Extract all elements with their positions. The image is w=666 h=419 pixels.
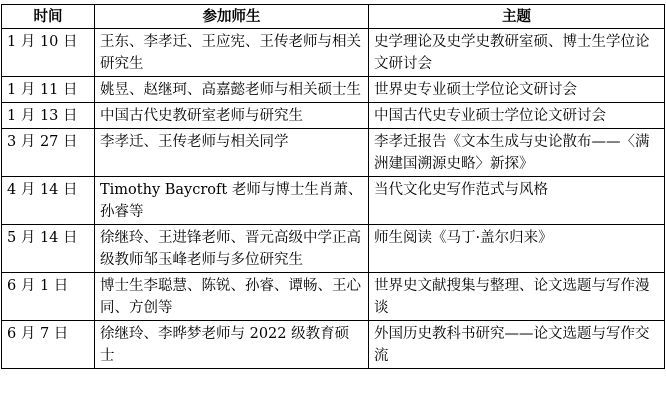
participants-cell: 徐继玲、王进锋老师、晋元高级中学正高级教师邹玉峰老师与多位研究生	[95, 225, 369, 273]
topic-cell: 师生阅读《马丁·盖尔归来》	[369, 225, 665, 273]
participants-cell: 王东、李孝迁、王应宪、王传老师与相关研究生	[95, 29, 369, 77]
participants-cell: 徐继玲、李晔梦老师与 2022 级教育硕士	[95, 321, 369, 369]
table-row	[2, 321, 665, 369]
participants-cell: Timothy Baycroft 老师与博士生肖萧、孙睿等	[95, 177, 369, 225]
topic-cell: 世界史专业硕士学位论文研讨会	[369, 77, 665, 103]
header-topic: 主题	[369, 5, 665, 29]
participants-cell: 李孝迁、王传老师与相关同学	[95, 129, 369, 177]
participants-cell: 姚昱、赵继珂、高嘉懿老师与相关硕士生	[95, 77, 369, 103]
table-row	[2, 77, 665, 103]
header-date: 时间	[2, 5, 95, 29]
table-row	[2, 29, 665, 77]
header-row	[2, 5, 665, 29]
date-cell: 5 月 14 日	[2, 225, 95, 273]
date-cell: 1 月 13 日	[2, 103, 95, 129]
date-cell: 1 月 10 日	[2, 29, 95, 77]
date-cell: 1 月 11 日	[2, 77, 95, 103]
topic-cell: 当代文化史写作范式与风格	[369, 177, 665, 225]
table-row	[2, 177, 665, 225]
date-cell: 4 月 14 日	[2, 177, 95, 225]
topic-cell: 中国古代史专业硕士学位论文研讨会	[369, 103, 665, 129]
seminar-table	[1, 4, 665, 369]
table-row	[2, 129, 665, 177]
topic-cell: 史学理论及史学史教研室硕、博士生学位论文研讨会	[369, 29, 665, 77]
table-row	[2, 103, 665, 129]
participants-cell: 中国古代史教研室老师与研究生	[95, 103, 369, 129]
participants-cell: 博士生李聪慧、陈锐、孙睿、谭畅、王心同、方创等	[95, 273, 369, 321]
topic-cell: 世界史文献搜集与整理、论文选题与写作漫谈	[369, 273, 665, 321]
date-cell: 6 月 1 日	[2, 273, 95, 321]
date-cell: 6 月 7 日	[2, 321, 95, 369]
table-row	[2, 273, 665, 321]
topic-cell: 外国历史教科书研究——论文选题与写作交流	[369, 321, 665, 369]
topic-cell: 李孝迁报告《文本生成与史论散布——〈满洲建国溯源史略〉新探》	[369, 129, 665, 177]
table-row	[2, 225, 665, 273]
header-participants: 参加师生	[95, 5, 369, 29]
date-cell: 3 月 27 日	[2, 129, 95, 177]
